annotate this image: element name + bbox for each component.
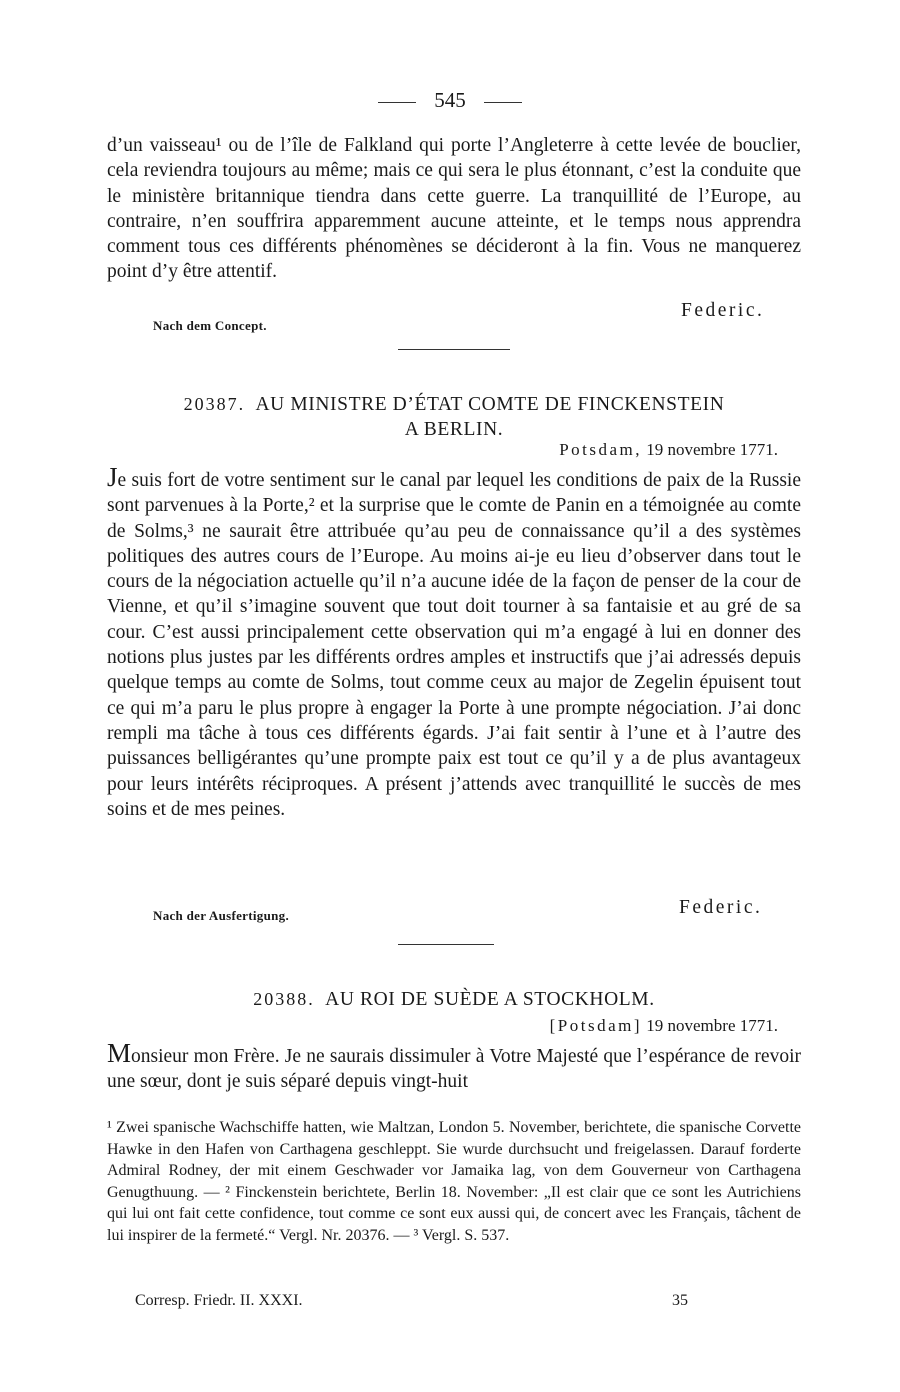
letter-20387-signature: Federic.: [679, 897, 763, 918]
letter-20388-heading: [107, 987, 801, 1012]
header-dash-right: [484, 102, 522, 103]
intro-paragraph: d’un vaisseau¹ ou de l’île de Falkland qui porte l’Angleterre à cette levée de bouclier, cela reviendra toujours au même; mais ce qui sera le plus étonnant, c’est la conduite que le ministère britannique tiendra dans cette guerre. La tranquillité de l’Europe, au contraire, n’en souffrira apparemment aucune atteinte, et le temps nous apprendra comment tous ces différents phénomènes se décideront à la fin. Vous ne manquerez point d’y être attentif.: [107, 135, 801, 283]
letter-20388-place: [Potsdam]: [549, 1016, 643, 1035]
letter-20388-date: 19 novembre 1771.: [646, 1016, 778, 1035]
section-divider: [398, 944, 494, 945]
letter-20388-title: AU ROI DE SUÈDE A STOCKHOLM.: [325, 989, 655, 1010]
intro-source-note: Nach dem Concept.: [153, 318, 267, 333]
footnotes: ¹ Zwei spanische Wachschiffe hatten, wie Maltzan, London 5. November, berichtete, die spanische Corvette Hawke in den Hafen von Carthagena geschleppt. Sie wurde durchsucht und freigelassen. Darauf forderte Admiral Rodney, der mit einem Geschwader vor Jamaika lag, von dem Gouverneur von Carthagena Genugthuung. — ² Finckenstein berichtete, Berlin 18. November: „Il est clair que ce sont les Autrichiens qui lui ont fait cette confidence, tout comme ce sont eux aussi qui, de concert avec les Français, tâchent de lui inspirer de la fermeté.“ Vergl. Nr. 20376. — ³ Vergl. S. 537.: [107, 1119, 801, 1244]
letter-20388-initial: M: [107, 1038, 132, 1068]
footer-sheet-number: 35: [672, 1292, 688, 1309]
letter-20388-number: 20388.: [253, 989, 315, 1009]
letter-20388-body: [107, 1038, 801, 1095]
letter-20387-heading: [107, 392, 801, 442]
letter-20387-number: 20387.: [183, 394, 246, 414]
letter-20387-source-note: Nach der Ausfertigung.: [153, 908, 290, 923]
intro-signature: Federic.: [681, 300, 765, 321]
letter-20388-dateline: [550, 1016, 778, 1036]
letter-20388-text: onsieur mon Frère. Je ne saurais dissimuler à Votre Majesté que l’espérance de revoir une sœur, dont je suis séparé depuis vingt-huit: [107, 1046, 801, 1093]
letter-20387-date: 19 novembre 1771.: [646, 440, 778, 459]
letter-20387-title-line2: A BERLIN.: [404, 419, 504, 440]
letter-20387-text: e suis fort de votre sentiment sur le canal par lequel les conditions de paix de la Russie sont parvenues à la Porte,² et la surprise que le comte de Panin en a témoignée au comte de Solms,³ ne saurait être attribuée qu’au peu de connaissance qu’il a des systèmes politiques des autres cours de l’Europe. Au moins ai-je eu lieu d’observer dans tout le cours de la négociation actuelle qu’il n’a aucune idée de la façon de penser de la cour de Vienne, et qu’il s’imagine souvent que tout doit tourner à sa fantaisie et au gré de sa cour. C’est aussi principalement cette observation qui m’a engagé à lui en donner des notions plus justes par les différents ordres amples et instructifs que j’ai adressés depuis quelque temps au comte de Solms, tout comme ceux au major de Zegelin épuisent tout ce qui m’a paru le plus propre à engager la Porte à une prompte négociation. J’ai donc rempli ma tâche à tous ces différents égards. J’ai fait sentir à l’une et à l’autre des puissances belligérantes qu’une prompte paix est tout ce qu’il y a de plus avantageux pour leurs intérêts réciproques. A présent j’attends avec tranquillité le succès de mes soins et de mes peines.: [107, 470, 801, 820]
header-dash-left: [378, 102, 416, 103]
page-header: [0, 88, 900, 113]
letter-20387-place: Potsdam,: [559, 440, 643, 459]
letter-20387-body: [107, 462, 801, 822]
letter-20387-title-line1: AU MINISTRE D’ÉTAT COMTE DE FINCKENSTEIN: [255, 394, 725, 415]
letter-20387-initial: J: [107, 462, 118, 492]
letter-20387-dateline: [559, 440, 778, 460]
footer-citation: Corresp. Friedr. II. XXXI.: [135, 1292, 303, 1309]
page-number: 545: [434, 88, 466, 112]
section-divider: [398, 349, 510, 350]
